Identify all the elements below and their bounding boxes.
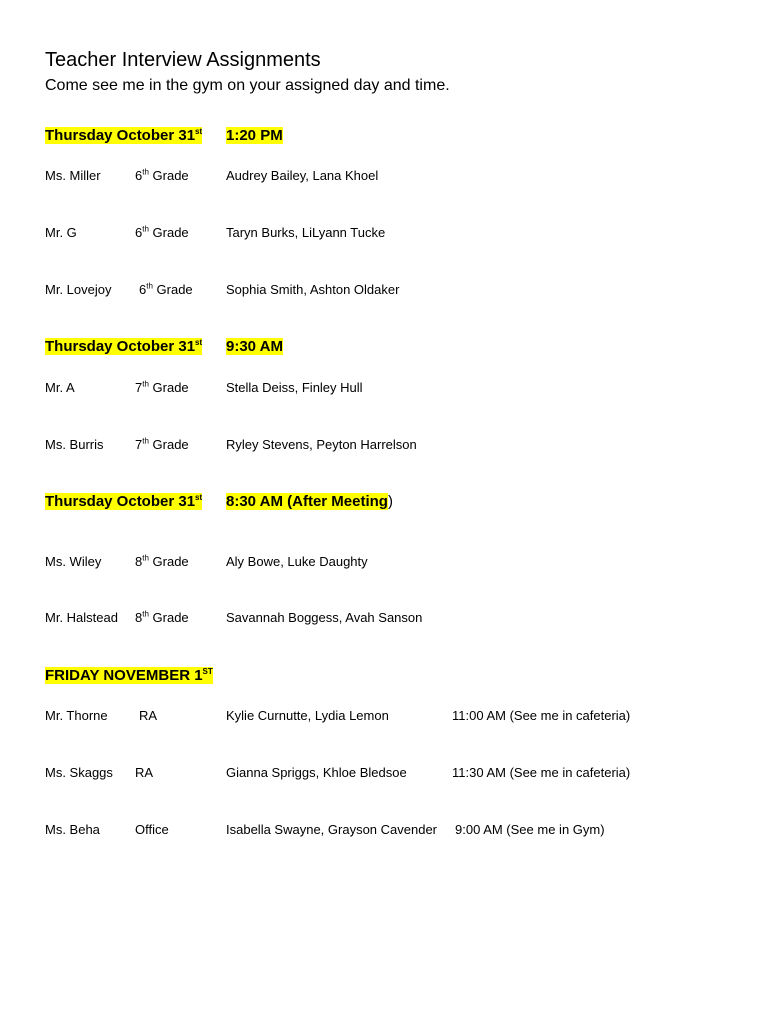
student-names: Audrey Bailey, Lana Khoel [226, 168, 379, 183]
grade-level: 7th Grade [135, 436, 189, 452]
grade-level: 7th Grade [135, 379, 189, 395]
teacher-name: Mr. Halstead [45, 610, 118, 625]
student-names: Kylie Curnutte, Lydia Lemon [226, 708, 389, 723]
student-names: Aly Bowe, Luke Daughty [226, 554, 368, 569]
role-label: RA [139, 708, 158, 723]
meeting-time: 9:00 AM (See me in Gym) [455, 822, 605, 837]
section-header [45, 338, 202, 355]
grade-level: 8th Grade [135, 553, 189, 569]
teacher-name: Mr. A [45, 380, 75, 395]
section-header [45, 493, 202, 510]
page-subtitle: Come see me in the gym on your assigned day and time. [45, 77, 450, 94]
teacher-name: Mr. Thorne [45, 708, 108, 723]
section-time: 1:20 PM [226, 127, 283, 144]
meeting-time: 11:00 AM (See me in cafeteria) [452, 708, 631, 723]
teacher-name: Ms. Skaggs [45, 765, 113, 780]
student-names: Taryn Burks, LiLyann Tucke [226, 225, 386, 240]
grade-level: 6th Grade [135, 224, 189, 240]
role-label: RA [135, 765, 154, 780]
section-time: 9:30 AM [226, 338, 283, 355]
section-time: 8:30 AM (After Meeting) [226, 493, 393, 510]
student-names: Sophia Smith, Ashton Oldaker [226, 282, 400, 297]
grade-level: 6th Grade [139, 281, 193, 297]
meeting-time: 11:30 AM (See me in cafeteria) [452, 765, 631, 780]
page-title: Teacher Interview Assignments [45, 49, 321, 71]
section-day: Thursday October 31st [45, 493, 203, 510]
student-names: Ryley Stevens, Peyton Harrelson [226, 437, 417, 452]
teacher-name: Ms. Wiley [45, 554, 102, 569]
section-day: Thursday October 31st [45, 338, 203, 355]
section-header [45, 667, 213, 684]
teacher-name: Ms. Burris [45, 437, 104, 452]
teacher-name: Mr. Lovejoy [45, 282, 112, 297]
teacher-name: Ms. Miller [45, 168, 101, 183]
grade-level: 8th Grade [135, 609, 189, 625]
section-day: Thursday October 31st [45, 127, 203, 144]
student-names: Gianna Spriggs, Khloe Bledsoe [226, 765, 407, 780]
grade-level: 6th Grade [135, 167, 189, 183]
teacher-name: Ms. Beha [45, 822, 100, 837]
student-names: Stella Deiss, Finley Hull [226, 380, 363, 395]
section-header [45, 127, 202, 144]
teacher-name: Mr. G [45, 225, 77, 240]
section-day: FRIDAY NOVEMBER 1ST [45, 667, 213, 684]
student-names: Isabella Swayne, Grayson Cavender [226, 822, 438, 837]
student-names: Savannah Boggess, Avah Sanson [226, 610, 423, 625]
role-label: Office [135, 822, 169, 837]
